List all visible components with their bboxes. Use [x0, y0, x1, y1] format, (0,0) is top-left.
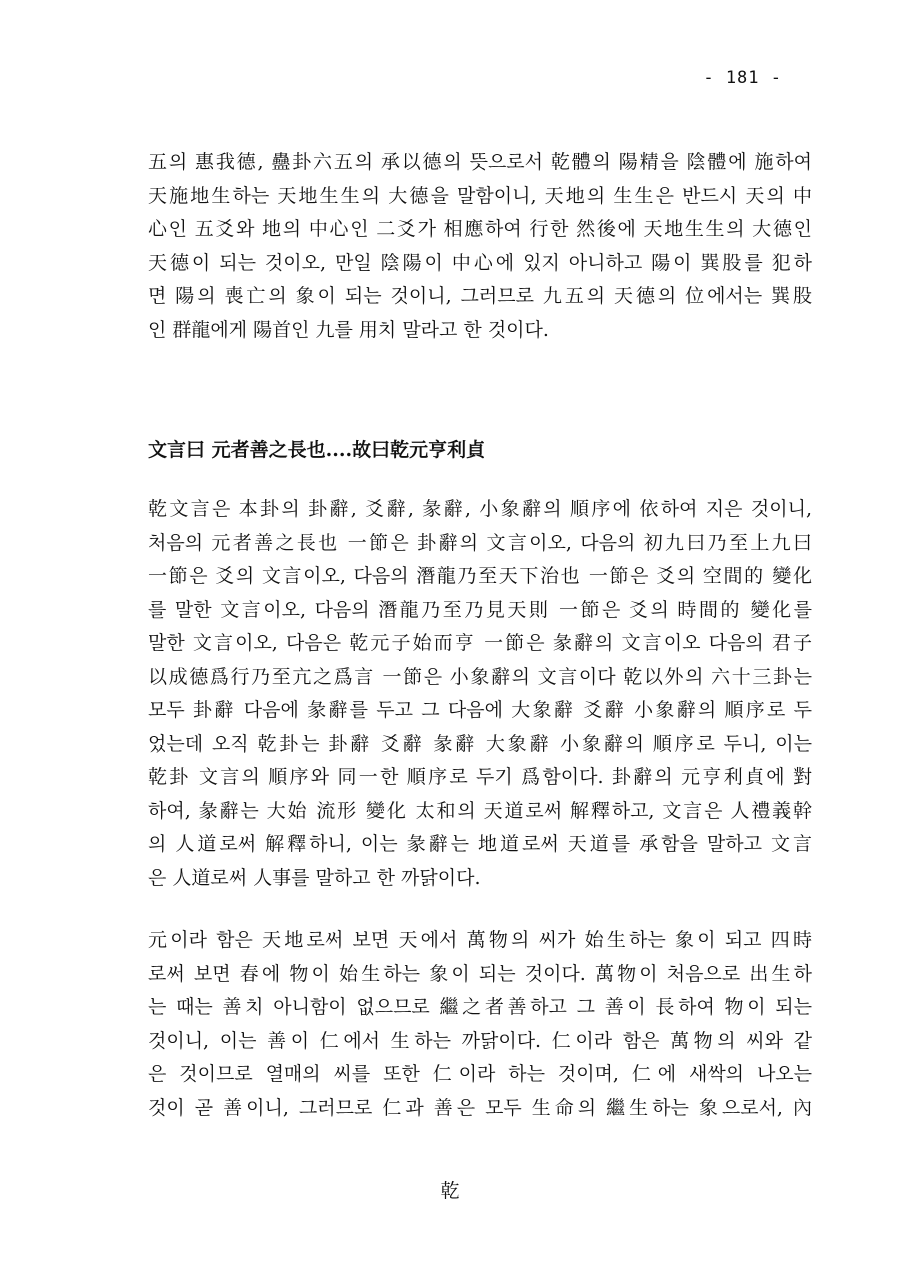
paragraph-1	[148, 146, 812, 347]
page-number: - 181 -	[703, 68, 782, 88]
text-line: 의 人道로써 解釋하니, 이는 彖辭는 地道로써 天道를 承함을 말하고 文言	[148, 833, 812, 855]
document-body	[148, 146, 812, 1125]
paragraph-3	[148, 924, 812, 1125]
text-line: 乾文言은 本卦의 卦辭, 爻辭, 彖辭, 小象辭의 順序에 依하여 지은 것이니,	[148, 498, 812, 520]
paragraph-2	[148, 493, 812, 895]
text-line: 모두 卦辭 다음에 彖辭를 두고 그 다음에 大象辭 爻辭 小象辭의 順序로 두	[148, 699, 812, 721]
text-line: 것이 곧 善이니, 그러므로 仁과 善은 모두 生命의 繼生하는 象으로서, 內	[148, 1096, 812, 1119]
text-line: 말한 文言이오, 다음은 乾元子始而亨 一節은 彖辭의 文言이오 다음의 君子	[148, 632, 812, 654]
text-line: 元이라 함은 天地로써 보면 天에서 萬物의 씨가 始生하는 象이 되고 四時	[148, 929, 812, 951]
section-heading: 文言曰 元者善之長也....故曰乾元亨利貞	[148, 439, 486, 461]
text-line: 를 말한 文言이오, 다음의 潛龍乃至乃見天則 一節은 爻의 時間的 變化를	[148, 598, 812, 621]
text-line: 天德이 되는 것이오, 만일 陰陽이 中心에 있지 아니하고 陽이 巽股를 犯하	[148, 251, 812, 274]
text-line: 면 陽의 喪亡의 象이 되는 것이니, 그러므로 九五의 天德의 位에서는 巽股	[148, 285, 812, 307]
text-line: 하여, 彖辭는 大始 流形 變化 太和의 天道로써 解釋하고, 文言은 人禮義幹	[148, 799, 812, 822]
text-line: 以成德爲行乃至亢之爲言 一節은 小象辭의 文言이다 乾以外의 六十三卦는	[148, 665, 812, 688]
text-line: 一節은 爻의 文言이오, 다음의 潛龍乃至天下治也 一節은 爻의 空間的 變化	[148, 565, 812, 587]
text-line: 은 것이므로 열매의 씨를 또한 仁이라 하는 것이며, 仁에 새싹의 나오는	[148, 1063, 812, 1085]
text-line: 것이니, 이는 善이 仁에서 生하는 까닭이다. 仁이라 함은 萬物의 씨와 같	[148, 1029, 812, 1052]
text-line: 心인 五爻와 地의 中心인 二爻가 相應하여 行한 然後에 天地生生의 大德인	[148, 218, 812, 240]
text-line: 五의 惠我德, 蠱卦六五의 承以德의 뜻으로서 乾體의 陽精을 陰體에 施하여	[148, 151, 812, 173]
text-line: 로써 보면 春에 物이 始生하는 象이 되는 것이다. 萬物이 처음으로 出生하	[148, 962, 812, 985]
text-line: 인 群龍에게 陽首인 九를 用치 말라고 한 것이다.	[148, 318, 549, 341]
footer-chapter-label: 乾	[440, 1180, 460, 1202]
text-line: 었는데 오직 乾卦는 卦辭 爻辭 彖辭 大象辭 小象辭의 順序로 두니, 이는	[148, 732, 812, 755]
text-line: 天施地生하는 天地生生의 大德을 말함이니, 天地의 生生은 반드시 天의 中	[148, 184, 812, 207]
text-line: 乾卦 文言의 順序와 同一한 順序로 두기 爲함이다. 卦辭의 元亨利貞에 對	[148, 766, 812, 788]
text-line: 처음의 元者善之長也 一節은 卦辭의 文言이오, 다음의 初九曰乃至上九曰	[148, 531, 812, 554]
text-line: 는 때는 善치 아니함이 없으므로 繼之者善하고 그 善이 長하여 物이 되는	[148, 996, 812, 1018]
text-line: 은 人道로써 人事를 말하고 한 까닭이다.	[148, 866, 481, 889]
